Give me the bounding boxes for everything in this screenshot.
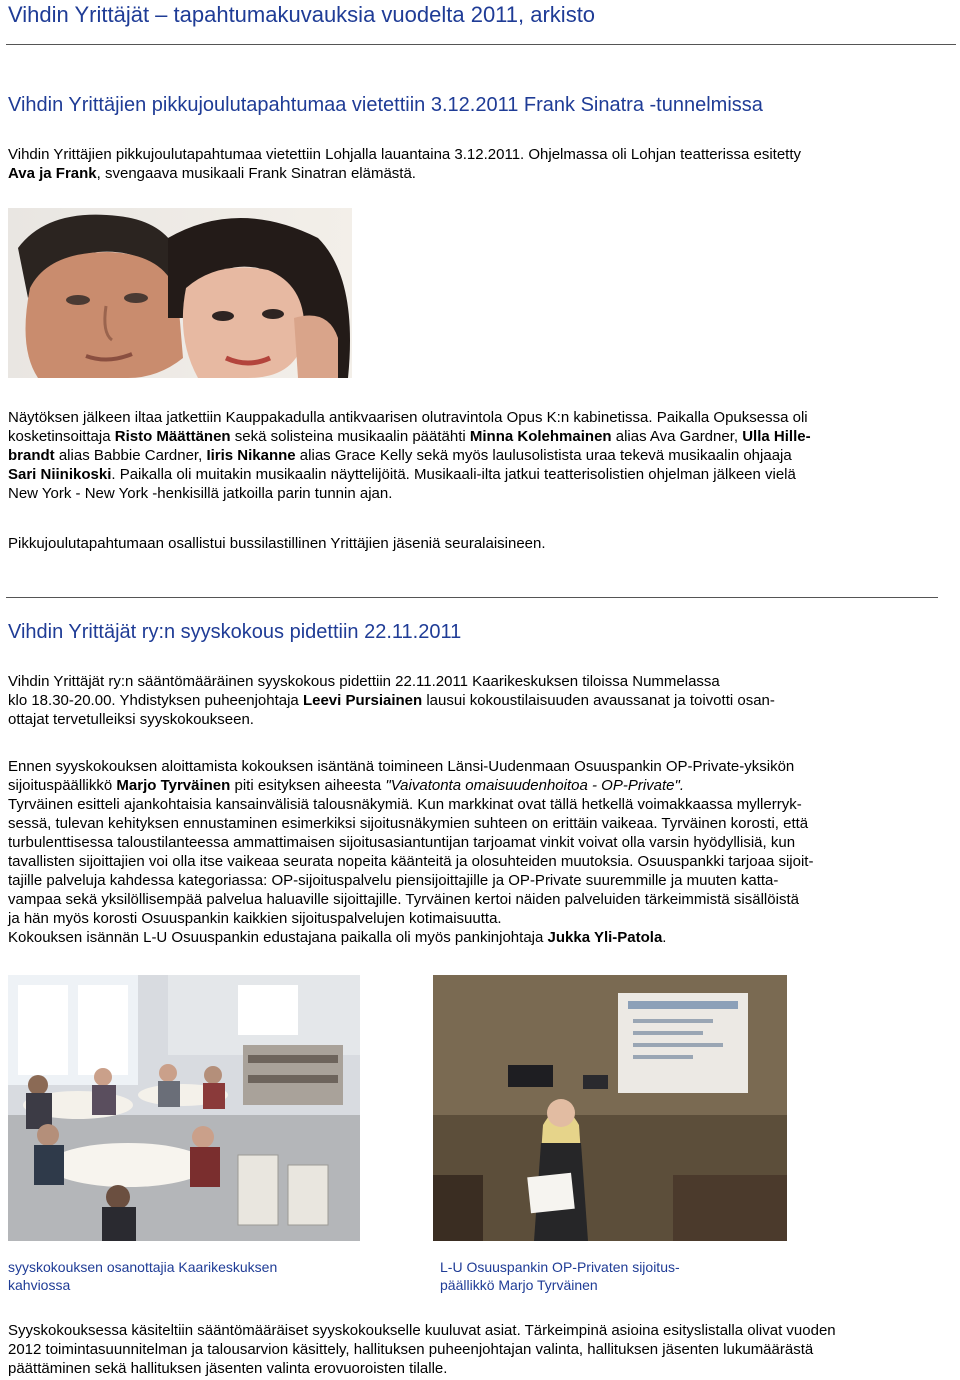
section2-heading: Vihdin Yrittäjät ry:n syyskokous pidettiin 22.11.2011	[8, 621, 462, 643]
caption-line: kahviossa	[8, 1277, 71, 1293]
text-line: turbulenttisessa taloustilanteessa ammattimaisen sijoitusasiantuntijan tarjoamat vinkit voivat olla varsin hyödyllisiä, kun	[8, 834, 796, 851]
section-divider	[6, 597, 938, 598]
text: alias Ava Gardner,	[611, 428, 743, 445]
caption-presenter	[440, 1258, 740, 1294]
frank-ava-photo	[8, 208, 352, 378]
text-line: sessä, tulevan kehityksen ennustaminen esimerkiksi sijoitusnäkymien suhteen on erittäin vaikeaa. Tyrväinen korosti, että	[8, 815, 809, 832]
section1-heading: Vihdin Yrittäjien pikkujoulutapahtumaa vietettiin 3.12.2011 Frank Sinatra -tunnelmissa	[8, 94, 763, 116]
text-line: 2012 toimintasuunnitelman ja talousarvion käsittely, hallituksen puheenjohtajan valinta, hallituksen jäsenten lukumäärästä	[8, 1341, 814, 1358]
bold-text: Sari Niinikoski	[8, 466, 112, 483]
text-line: Syyskokouksessa käsiteltiin sääntömääräiset syyskokoukselle kuuluvat asiat. Tärkeimpinä asioina esityslistalla olivat vuoden	[8, 1322, 836, 1339]
italic-text: "Vaivatonta omaisuudenhoitoa - OP-Private".	[385, 777, 684, 794]
text: lausui kokoustilaisuuden avaussanat ja toivotti osan-	[422, 692, 775, 709]
bold-text: Ava ja Frank	[8, 165, 97, 182]
bold-text: Iiris Nikanne	[206, 447, 296, 464]
text: , svengaava musikaali Frank Sinatran elämästä.	[96, 165, 416, 182]
text-line	[8, 446, 928, 465]
caption-line: päällikkö Marjo Tyrväinen	[440, 1277, 598, 1293]
bold-text: Minna Kolehmainen	[469, 428, 612, 445]
text-line: päättäminen sekä hallituksen jäsenten valinta erovuoroisten tilalle.	[8, 1360, 448, 1377]
text: kosketinsoittaja	[8, 428, 115, 445]
frank-ava-illustration	[8, 208, 352, 378]
bold-text: Ulla Hille-	[742, 428, 811, 445]
caption-line: L-U Osuuspankin OP-Privaten sijoitus-	[440, 1259, 680, 1275]
text-line: Näytöksen jälkeen iltaa jatkettiin Kauppakadulla antikvaarisen olutravintola Opus K:n kabinetissa. Paikalla Opuksessa oli	[8, 409, 808, 426]
section2-paragraph-3	[8, 1321, 928, 1378]
caption-cafe	[8, 1258, 308, 1294]
text: piti esityksen aiheesta	[230, 777, 386, 794]
text-line	[8, 691, 928, 710]
text: sijoituspäällikkö	[8, 777, 117, 794]
section1-paragraph-3: Pikkujoulutapahtumaan osallistui bussilastillinen Yrittäjien jäseniä seuralaisineen.	[8, 535, 546, 552]
bold-text: Leevi Pursiainen	[302, 692, 423, 709]
text-line: New York - New York -henkisillä jatkoilla parin tunnin ajan.	[8, 485, 393, 502]
intro-line	[8, 164, 928, 183]
section1-paragraph-2	[8, 408, 928, 503]
bold-text: Risto Määttänen	[114, 428, 231, 445]
meeting-cafe-photo	[8, 975, 360, 1241]
bold-text: Marjo Tyrväinen	[116, 777, 231, 794]
presenter-illustration	[433, 975, 787, 1241]
caption-line: syyskokouksen osanottajia Kaarikeskuksen	[8, 1259, 278, 1275]
text: alias Babbie Cardner,	[54, 447, 207, 464]
bold-text: Jukka Yli-Patola	[547, 929, 663, 946]
text-line: tavallisten sijoittajien voi olla itse vaikeaa seurata nopeita käänteitä ja olosuhteiden muutoksia. Osuuspankki tarjoaa sijoit-	[8, 853, 814, 870]
section2-paragraph-2	[8, 757, 928, 947]
text-line: vampaa sekä yksilöllisempää palvelua haluaville sijoittajille. Tyrväinen kertoi näiden palveluiden tärkeimmistä sisällöistä	[8, 891, 799, 908]
section1-intro	[8, 145, 928, 183]
text: klo 18.30-20.00. Yhdistyksen puheenjohtaja	[8, 692, 303, 709]
text: Kokouksen isännän L-U Osuuspankin edustajana paikalla oli myös pankinjohtaja	[8, 929, 548, 946]
text: . Paikalla oli muitakin musikaalin näyttelijöitä. Musikaali-ilta jatkui teatterisolistien ohjelman jälkeen vielä	[111, 466, 796, 483]
text: alias Grace Kelly sekä myös laulusolistista uraa tekevä musikaalin ohjaaja	[295, 447, 792, 464]
text: .	[662, 929, 667, 946]
presenter-photo	[433, 975, 787, 1241]
text-line: Tyrväinen esitteli ajankohtaisia kansainvälisiä talousnäkymiä. Kun markkinat ovat tällä hetkellä voimakkaassa myllerryk-	[8, 796, 802, 813]
text-line: tajille palveluja kahdessa kategoriassa: OP-sijoituspalvelu piensijoittajille ja OP-Private suuremmille ja muuten katta-	[8, 872, 779, 889]
section2-paragraph-1	[8, 672, 928, 729]
text-line	[8, 465, 928, 484]
text-line: Ennen syyskokouksen aloittamista kokouksen isäntänä toimineen Länsi-Uudenmaan Osuuspankin OP-Private-yksikön	[8, 758, 795, 775]
text-line	[8, 427, 928, 446]
title-divider	[6, 44, 956, 45]
text-line	[8, 776, 928, 795]
page-title: Vihdin Yrittäjät – tapahtumakuvauksia vuodelta 2011, arkisto	[8, 2, 596, 27]
text-line: ottajat tervetulleiksi syyskokoukseen.	[8, 711, 254, 728]
text-line	[8, 928, 928, 947]
text-line: Vihdin Yrittäjät ry:n sääntömääräinen syyskokous pidettiin 22.11.2011 Kaarikeskuksen tiloissa Nummelassa	[8, 673, 720, 690]
cafe-illustration	[8, 975, 360, 1241]
bold-text: brandt	[8, 447, 55, 464]
intro-line: Vihdin Yrittäjien pikkujoulutapahtumaa vietettiin Lohjalla lauantaina 3.12.2011. Ohjelmassa oli Lohjan teatterissa esitetty	[8, 146, 802, 163]
text: sekä solisteina musikaalin päätähti	[230, 428, 470, 445]
text-line: ja hän myös korosti Osuuspankin kaikkien sijoituspalvelujen kotimaisuutta.	[8, 910, 502, 927]
